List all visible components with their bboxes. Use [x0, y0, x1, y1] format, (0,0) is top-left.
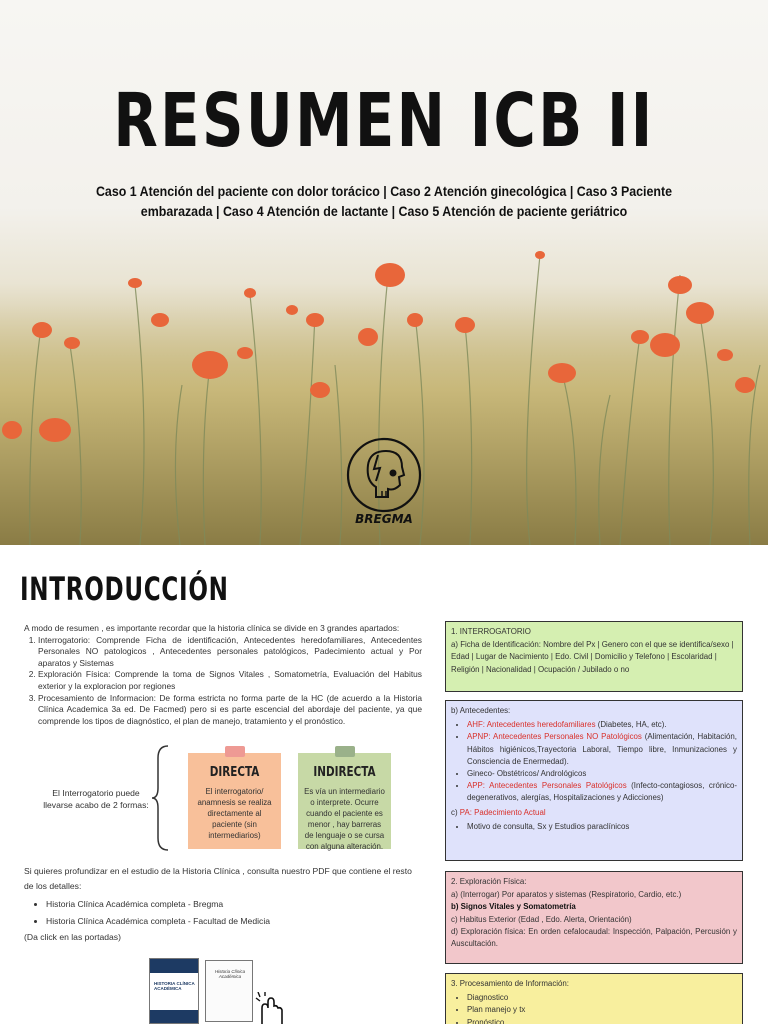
procesamiento-box [445, 973, 743, 1024]
list-item [467, 731, 737, 768]
link-bregma-pdf[interactable]: • Historia Clínica Académica completa - Bregma [46, 896, 422, 913]
list-item: • Plan manejo y tx [467, 1004, 737, 1016]
list-item: 1. Interrogatorio: Comprende Ficha de identificación, Antecedentes heredofamiliares, Antecedentes Personales NO patologicos , Antecedentes personales patológicos, Padecimiento actual y Por aparatos y Sistemas [38, 635, 422, 670]
indirect-note-card [298, 753, 391, 849]
box-heading: 1. INTERROGATORIO [451, 627, 531, 636]
link-facmed-pdf[interactable]: • Historia Clínica Académica completa - Facultad de Medicia [46, 913, 422, 930]
gineco-label: Gineco- Obstétricos/ Andrológicos [467, 769, 587, 779]
pdf-link-list [24, 896, 422, 930]
more-info-paragraph [24, 864, 422, 945]
antecedentes-box [445, 700, 743, 861]
list-item [467, 719, 737, 731]
exploracion-c: c) Habitus Exterior (Edad , Edo. Alerta, Orientación) [451, 914, 632, 924]
tape-icon [225, 746, 245, 757]
intro-lead: A modo de resumen , es importante recordar que la historia clínica se divide en 3 grandes apartados: [24, 623, 400, 633]
pa-label: PA: Padecimiento Actual [459, 807, 546, 817]
exploracion-d: d) Exploración física: En orden cefalocaudal: Inspección, Palpación, Percusión y Auscultación. [451, 926, 737, 949]
list-item: 2. Exploración Física: Comprende la toma de Signos Vitales , Somatometría, Evaluación del Habitus exterior y la exploracion por regiones [38, 669, 422, 692]
list-item: • Diagnostico [467, 992, 737, 1004]
tape-icon [335, 746, 355, 757]
apnp-label: APNP: Antecedentes Personales NO Patológicos [467, 732, 642, 742]
box-heading: b) Antecedentes: [451, 706, 511, 715]
pa-line [451, 807, 737, 819]
exploracion-box [445, 871, 743, 964]
exploracion-b [451, 901, 737, 913]
intro-list [24, 635, 422, 728]
pointer-hand-icon [252, 992, 288, 1024]
antecedentes-list [451, 719, 737, 804]
more-info-text: Si quieres profundizar en el estudio de la Historia Clínica , consulta nuestro PDF que contiene el resto de los detalles: [24, 866, 412, 891]
app-detail: (Infecto-contagiosos, crónico-degenerativos, alergías, Hospitalizaciones y Adicciones) [467, 781, 737, 803]
forms-label: El Interrogatorio puede llevarse acabo de 2 formas: [43, 788, 149, 810]
intro-paragraph [24, 623, 422, 727]
cover-title: HISTORIA CLÍNICA ACADÉMICA [154, 981, 195, 991]
pa-prefix: c) [451, 807, 460, 817]
list-item [467, 780, 737, 804]
curly-brace-icon [150, 744, 172, 852]
indirect-title: INDIRECTA [313, 765, 376, 780]
direct-note-card [188, 753, 281, 849]
apnp-detail: (Alimentación, Habitación, Hábitos higiénicos,Trayectoria Laboral, Tiempo libre, Inmunizaciones y Consciencia de Enermedad). [467, 732, 737, 766]
app-label: APP: Antecedentes Personales Patológicos [467, 781, 627, 791]
ahf-label: AHF: Antecedentes heredofamiliares [467, 720, 596, 730]
pa-list [451, 821, 737, 833]
exploracion-a: a) (Interrogar) Por aparatos y sistemas (Respiratorio, Cardio, etc.) [451, 890, 682, 900]
exploracion-b-bold: b) Signos Vitales y Somatometría [451, 902, 576, 912]
ahf-detail: (Diabetes, HA, etc). [595, 720, 667, 730]
procesamiento-list [451, 992, 737, 1024]
list-item: • Motivo de consulta, Sx y Estudios paraclínicos [467, 821, 737, 833]
indirect-body: Es vía un intermediario o interprete. Ocurre cuando el paciente es menor , hay barreras de lenguaje o se cursa con alguna alteración. [304, 787, 385, 851]
list-item [467, 768, 737, 780]
direct-title: DIRECTA [209, 765, 260, 780]
box-heading: 3. Procesamiento de Información: [451, 979, 569, 988]
box-text: a) Ficha de Identificación: Nombre del Px | Genero con el que se identifica/sexo | Edad | Lugar de Nacimiento | Edo. Civil | Domicilio y Telefono | Escolaridad | Religión | Nacionalidad | Ocupación / Jubilado o no [451, 640, 734, 674]
section-title: INTRODUCCIÓN [20, 570, 229, 608]
cover-bregma-pdf[interactable] [149, 958, 199, 1024]
hero-subtitle: Caso 1 Atención del paciente con dolor torácico | Caso 2 Atención ginecológica | Caso 3 Paciente embarazada | Caso 4 Atención de lactante | Caso 5 Atención de paciente geriátrico [95, 184, 673, 219]
interrogatorio-box [445, 621, 743, 692]
list-item: 3. Procesamiento de Informacion: De forma estricta no forma parte de la HC (de acuerdo a la Historia Clínica Academica 3a ed. De Facmed) pero si es parte escencial del abordaje del paciente, ya que comprende los tipos de diagnóstico, el plan de manejo, tratamiento y el pronóstico. [38, 693, 422, 728]
list-item: • Pronóstico [467, 1017, 737, 1024]
box-heading: 2. Exploración Física: [451, 877, 527, 886]
direct-body: El interrogatorio/ anamnesis se realiza directamente al paciente (sin intermediarios) [197, 787, 272, 840]
brand-name: BREGMA [355, 512, 413, 526]
click-note: (Da click en las portadas) [24, 932, 121, 942]
cover-title: Historia Clínica Académica [214, 969, 246, 979]
skull-lightning-icon [344, 435, 424, 515]
hero-title: RESUMEN ICB II [113, 78, 655, 164]
cover-facmed-pdf[interactable] [205, 960, 253, 1022]
